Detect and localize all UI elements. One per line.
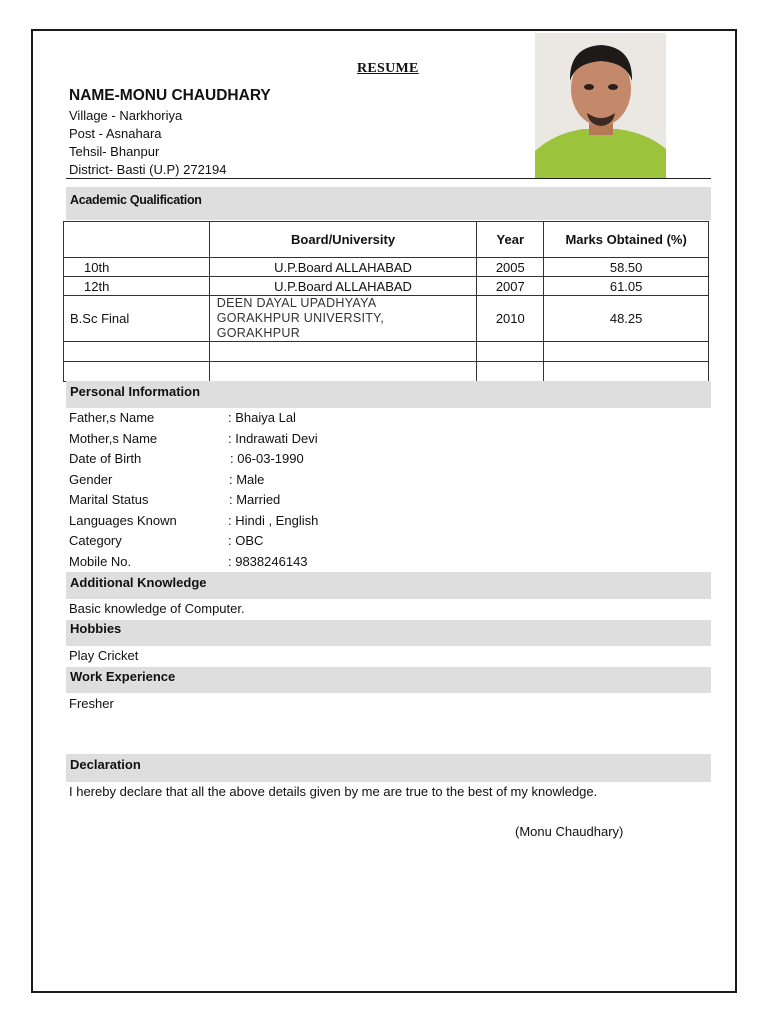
address-post: Post - Asnahara <box>69 126 162 141</box>
academic-table <box>63 221 709 382</box>
field-value-languages: : Hindi , English <box>228 513 319 528</box>
hobbies-heading: Hobbies <box>66 620 711 646</box>
field-value-category: : OBC <box>228 533 264 548</box>
address-village: Village - Narkhoriya <box>69 108 183 123</box>
document-title: RESUME <box>357 61 419 76</box>
board-line: DEEN DAYAL UPADHYAYA <box>216 296 377 310</box>
additional-knowledge-heading: Additional Knowledge <box>66 572 711 599</box>
address-tehsil: Tehsil- Bhanpur <box>69 144 160 159</box>
field-label-languages: Languages Known <box>69 513 177 528</box>
hobbies-text: Play Cricket <box>69 648 139 663</box>
cell-level: B.Sc Final <box>64 296 210 342</box>
field-label-marital: Marital Status <box>69 492 149 507</box>
cell-marks: 48.25 <box>544 296 709 342</box>
signature: (Monu Chaudhary) <box>515 824 624 839</box>
field-label-mobile: Mobile No. <box>69 554 132 569</box>
table-row-empty <box>64 342 709 362</box>
table-row <box>64 277 709 296</box>
cell-board: U.P.Board ALLAHABAD <box>209 277 477 296</box>
column-header-marks: Marks Obtained (%) <box>544 222 709 258</box>
cell-year: 2010 <box>477 296 544 342</box>
field-value-gender: : Male <box>229 472 265 487</box>
field-label-mother: Mother,s Name <box>69 431 158 446</box>
field-label-category: Category <box>69 533 122 548</box>
table-row-empty <box>64 362 709 382</box>
board-line: GORAKHPUR UNIVERSITY, <box>216 311 384 325</box>
cell-board: U.P.Board ALLAHABAD <box>209 258 477 277</box>
table-row <box>64 258 709 277</box>
personal-heading: Personal Information <box>66 381 711 408</box>
cell-level: 12th <box>64 277 210 296</box>
field-value-father: : Bhaiya Lal <box>228 410 296 425</box>
academic-heading: Academic Qualification <box>66 187 711 220</box>
column-header-board: Board/University <box>209 222 477 258</box>
field-value-mobile: : 9838246143 <box>228 554 308 569</box>
address-district: District- Basti (U.P) 272194 <box>69 162 227 177</box>
cell-level: 10th <box>64 258 210 277</box>
applicant-name: NAME-MONU CHAUDHARY <box>69 87 271 104</box>
board-line: GORAKHPUR <box>216 326 301 340</box>
header-divider <box>66 178 711 179</box>
declaration-heading: Declaration <box>66 754 711 782</box>
field-label-father: Father,s Name <box>69 410 155 425</box>
table-header-row <box>64 222 709 258</box>
cell-year: 2005 <box>477 258 544 277</box>
cell-marks: 58.50 <box>544 258 709 277</box>
additional-knowledge-text: Basic knowledge of Computer. <box>69 601 245 616</box>
cell-marks: 61.05 <box>544 277 709 296</box>
profile-photo <box>535 33 666 178</box>
field-label-gender: Gender <box>69 472 113 487</box>
field-label-dob: Date of Birth <box>69 451 142 466</box>
work-experience-heading: Work Experience <box>66 667 711 693</box>
field-value-mother: : Indrawati Devi <box>228 431 318 446</box>
column-header-level <box>64 222 210 258</box>
cell-year: 2007 <box>477 277 544 296</box>
table-row <box>64 296 709 342</box>
cell-board <box>209 296 477 342</box>
field-value-marital: : Married <box>229 492 281 507</box>
work-experience-text: Fresher <box>69 696 114 711</box>
field-value-dob: : 06-03-1990 <box>230 451 304 466</box>
declaration-text: I hereby declare that all the above details given by me are true to the best of my knowledge. <box>69 784 598 799</box>
column-header-year: Year <box>477 222 544 258</box>
